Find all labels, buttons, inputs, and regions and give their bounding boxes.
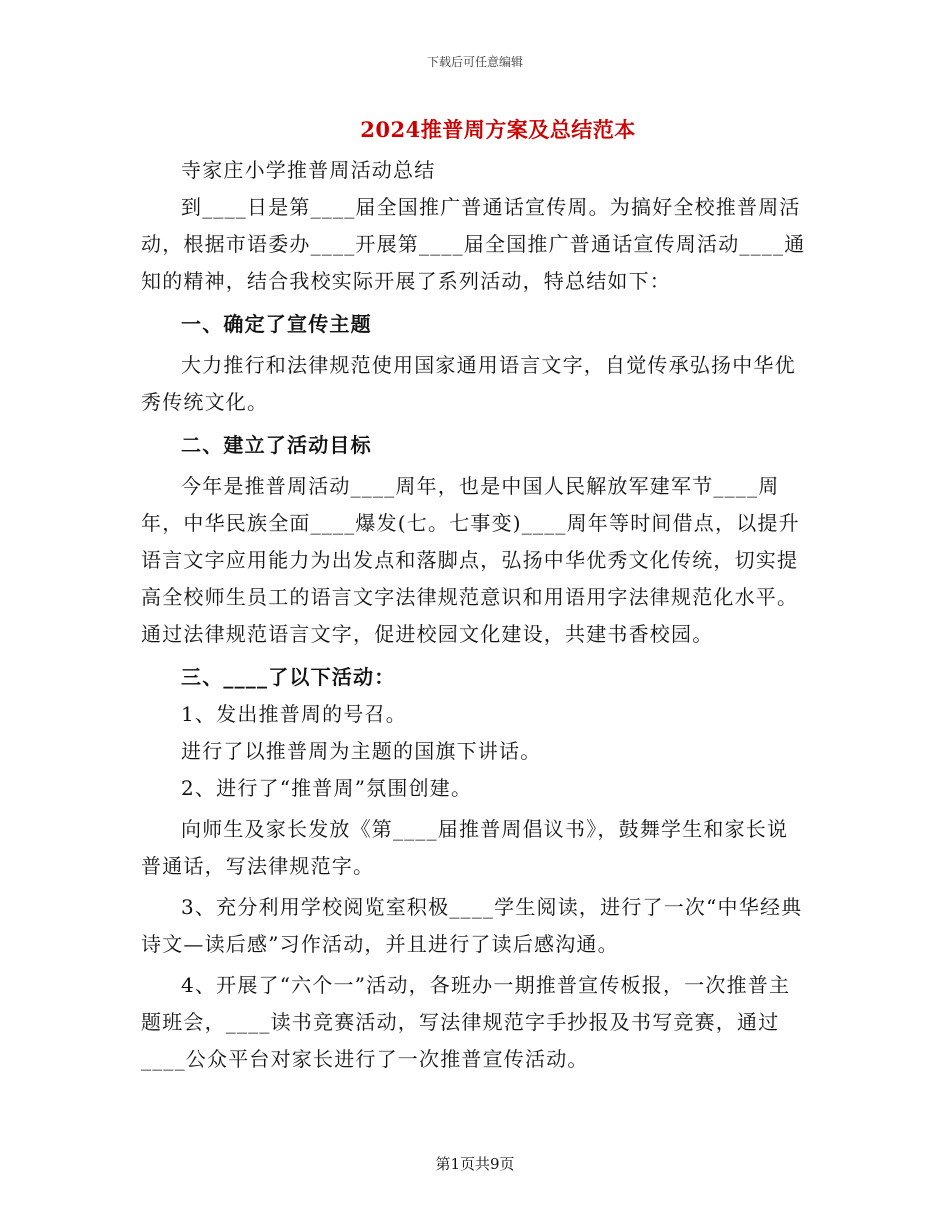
activity-item-4: 4、开展了“六个一”活动，各班办一期推普宣传板报，一次推普主题班会，____读书竞赛活动，写法律规范字手抄报及书写竞赛，通过____公众平台对家长进行了一次推普宣传活动。 xyxy=(141,973,791,1071)
document-body xyxy=(141,152,807,1078)
section-body-2: 今年是推普周活动____周年，也是中国人民解放军建军节____周年，中华民族全面____爆发(七。七事变)____周年等时间借点，以提升语言文字应用能力为出发点和落脚点，弘扬中华优秀文化传统，切实提高全校师生员工的语言文字法律规范意识和用语用字法律规范化水平。通过法律规范语言文字，促进校园文化建设，共建书香校园。 xyxy=(141,474,800,646)
section-body-1: 大力推行和法律规范使用国家通用语言文字，自觉传承弘扬中华优秀传统文化。 xyxy=(141,353,796,414)
document-subtitle: 寺家庄小学推普周活动总结 xyxy=(181,158,436,182)
header-note: 下载后可任意编辑 xyxy=(426,55,523,69)
section-heading-2: 二、建立了活动目标 xyxy=(181,433,372,457)
document-title: 2024推普周方案及总结范本 xyxy=(360,117,636,142)
page-number: 第1页共9页 xyxy=(435,1155,515,1173)
activity-item-2-body: 向师生及家长发放《第____届推普周倡议书》，鼓舞学生和家长说普通话，写法律规范字。 xyxy=(141,817,789,878)
intro-paragraph: 到____日是第____届全国推广普通话宣传周。为搞好全校推普周活动，根据市语委办____开展第____届全国推广普通话宣传周活动____通知的精神，结合我校实际开展了系列活动，特总结如下： xyxy=(141,195,806,293)
activity-item-1-body: 进行了以推普周为主题的国旗下讲话。 xyxy=(181,739,542,763)
activity-item-2-title: 2、进行了“推普周”氛围创建。 xyxy=(181,776,473,800)
section-heading-1: 一、确定了宣传主题 xyxy=(181,312,372,336)
activity-item-1-title: 1、发出推普周的号召。 xyxy=(181,702,407,726)
activity-item-3: 3、充分利用学校阅览室积极____学生阅读，进行了一次“中华经典诗文—读后感”习作活动，并且进行了读后感沟通。 xyxy=(141,895,803,956)
section-heading-3: 三、____了以下活动： xyxy=(181,665,396,689)
